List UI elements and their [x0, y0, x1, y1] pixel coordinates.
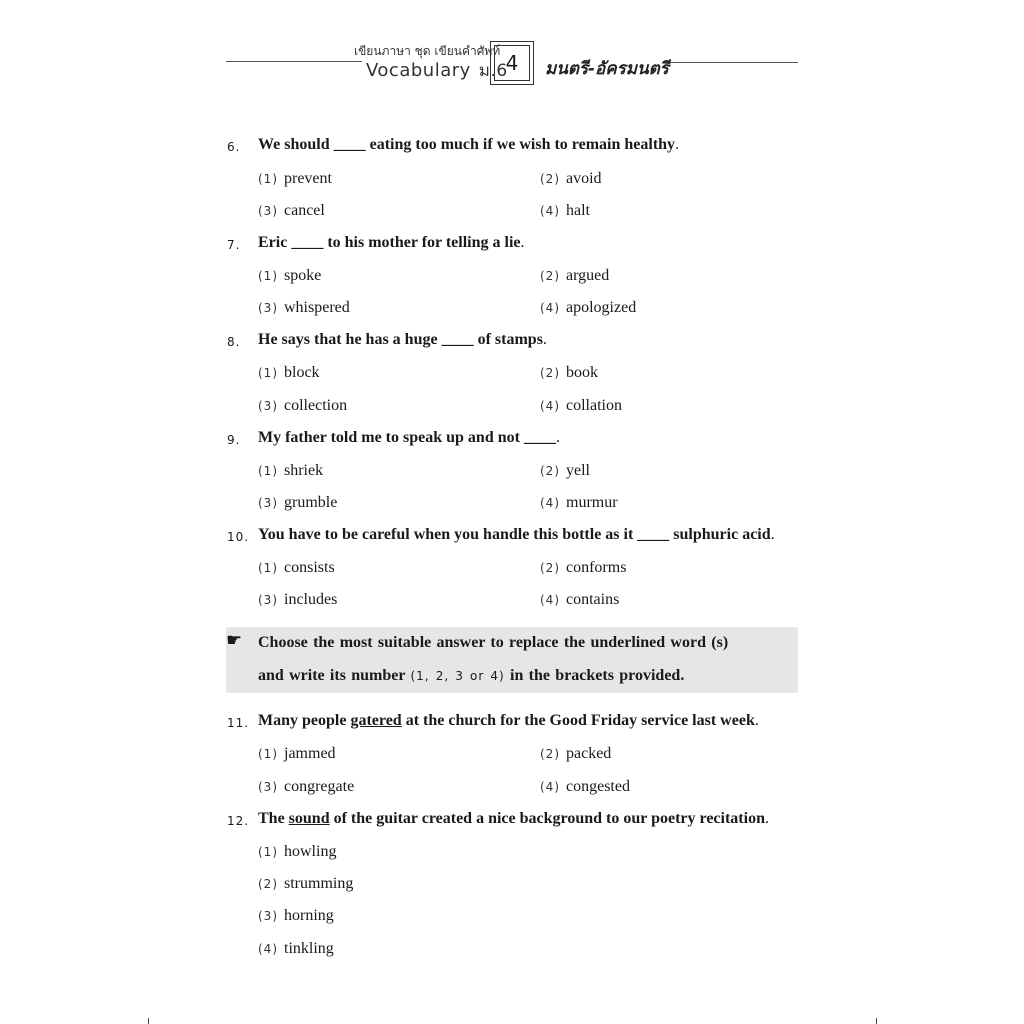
option[interactable] [258, 202, 325, 220]
option[interactable] [258, 745, 336, 763]
question-number: 12. [227, 814, 250, 828]
option-text: cancel [284, 202, 325, 219]
option-text: contains [566, 591, 620, 608]
option[interactable] [258, 559, 335, 577]
option-number: (4) [540, 399, 560, 413]
option[interactable] [258, 462, 323, 480]
option-number: (2) [540, 366, 560, 380]
option[interactable] [258, 875, 353, 893]
option-number: (3) [258, 301, 278, 315]
option[interactable] [258, 907, 334, 925]
question-end: . [754, 712, 759, 729]
option-text: argued [566, 267, 610, 284]
option-number: (2) [540, 269, 560, 283]
question-end: . [675, 136, 680, 153]
option-number: (2) [540, 464, 560, 478]
option-number: (4) [540, 496, 560, 510]
option[interactable] [258, 591, 337, 609]
question-text [258, 429, 560, 447]
option-number: (1) [258, 172, 278, 186]
underlined-word: sound [288, 810, 330, 827]
option[interactable] [258, 397, 347, 415]
header-rule-right [665, 62, 798, 63]
question-text [258, 712, 759, 730]
option-text: spoke [284, 267, 322, 284]
option-number: (1) [258, 464, 278, 478]
option-text: consists [284, 559, 335, 576]
header-author: มนตรี-อัครมนตรี [545, 59, 669, 79]
option-number: (4) [540, 204, 560, 218]
option-text: strumming [284, 875, 354, 892]
question-pre: The [258, 810, 289, 827]
option-number: (2) [540, 747, 560, 761]
option[interactable] [258, 940, 334, 958]
header-level: ม.6 [478, 61, 508, 81]
option-number: (4) [258, 942, 278, 956]
question-text [258, 810, 769, 828]
option[interactable] [540, 591, 619, 609]
option-number: (1) [258, 366, 278, 380]
page-number: 4 [494, 45, 530, 81]
option[interactable] [258, 267, 321, 285]
option-text: grumble [284, 494, 338, 511]
option-text: shriek [284, 462, 324, 479]
question-stem: Eric ____ to his mother for telling a lie [258, 234, 521, 251]
option[interactable] [258, 778, 354, 796]
question-stem: You have to be careful when you handle this bottle as it ____ sulphuric acid [258, 526, 771, 543]
option-text: avoid [566, 170, 602, 187]
option-text: includes [284, 591, 338, 608]
question-stem: My father told me to speak up and not ____ [258, 429, 556, 446]
question-number: 11. [227, 716, 250, 730]
option[interactable] [540, 364, 598, 382]
option-number: (3) [258, 593, 278, 607]
question-number: 6. [227, 140, 241, 154]
option-text: collection [284, 397, 348, 414]
option-text: apologized [566, 299, 637, 316]
instruction-line-2-post: in the brackets provided. [504, 667, 685, 684]
question-end: . [520, 234, 525, 251]
option-number: (1) [258, 845, 278, 859]
option[interactable] [540, 202, 590, 220]
option[interactable] [540, 745, 611, 763]
option-number: (4) [540, 301, 560, 315]
option-number: (3) [258, 496, 278, 510]
page-number-box [490, 41, 534, 85]
question-text [258, 331, 547, 349]
option-text: book [566, 364, 598, 381]
header-rule-left [226, 61, 362, 62]
crop-mark-right [876, 1018, 877, 1024]
question-text [258, 526, 775, 544]
option[interactable] [258, 843, 336, 861]
underlined-word: gatered [350, 712, 402, 729]
header-subject-text: Vocabulary [366, 60, 471, 81]
question-end: . [770, 526, 775, 543]
option-text: collation [566, 397, 622, 414]
option-text: block [284, 364, 320, 381]
question-number: 7. [227, 238, 241, 252]
option[interactable] [540, 778, 630, 796]
header-subject [366, 57, 508, 84]
option-text: conforms [566, 559, 627, 576]
option-number: (2) [540, 172, 560, 186]
option-text: prevent [284, 170, 332, 187]
question-number: 8. [227, 335, 241, 349]
question-number: 10. [227, 530, 250, 544]
crop-mark-left [148, 1018, 149, 1024]
question-end: . [555, 429, 560, 446]
option-number: (4) [540, 780, 560, 794]
question-stem: He says that he has a huge ____ of stamps [258, 331, 543, 348]
option-number: (3) [258, 204, 278, 218]
question-end: . [764, 810, 769, 827]
instruction-line-2-pre: and write its number [258, 667, 411, 684]
option-number: (2) [258, 877, 278, 891]
option[interactable] [258, 494, 337, 512]
option-number: (3) [258, 780, 278, 794]
option[interactable] [540, 397, 622, 415]
option[interactable] [540, 267, 609, 285]
option[interactable] [540, 170, 602, 188]
instruction-line-2 [258, 667, 684, 685]
option-number: (3) [258, 909, 278, 923]
option[interactable] [258, 299, 350, 317]
option-text: horning [284, 907, 334, 924]
option-number: (1) [258, 269, 278, 283]
question-end: . [542, 331, 547, 348]
question-text [258, 234, 524, 252]
option-number: (1) [258, 747, 278, 761]
question-pre: Many people [258, 712, 351, 729]
option-number: (3) [258, 399, 278, 413]
option-text: congested [566, 778, 630, 795]
option[interactable] [258, 364, 320, 382]
option-text: howling [284, 843, 337, 860]
question-post: of the guitar created a nice background to our poetry recitation [329, 810, 765, 827]
question-post: at the church for the Good Friday service last week [401, 712, 755, 729]
option[interactable] [540, 299, 636, 317]
option[interactable] [540, 462, 590, 480]
option-text: packed [566, 745, 612, 762]
option-number: (4) [540, 593, 560, 607]
instruction-numbers: (1, 2, 3 or 4) [410, 669, 505, 683]
option[interactable] [258, 170, 332, 188]
option[interactable] [540, 494, 618, 512]
option-text: congregate [284, 778, 355, 795]
question-number: 9. [227, 433, 241, 447]
option-text: whispered [284, 299, 350, 316]
instruction-line-1: Choose the most suitable answer to replace the underlined word (s) [258, 634, 729, 651]
option-number: (2) [540, 561, 560, 575]
pointing-hand-icon: ☛ [226, 630, 243, 651]
option-text: yell [566, 462, 590, 479]
option-text: murmur [566, 494, 618, 511]
option-text: tinkling [284, 940, 334, 957]
question-stem: We should ____ eating too much if we wish to remain healthy [258, 136, 676, 153]
question-text [258, 136, 679, 154]
option-text: halt [566, 202, 590, 219]
header-series-line: เขียนภาษา ชุด เขียนคำศัพท์ [354, 44, 501, 58]
option-text: jammed [284, 745, 336, 762]
option[interactable] [540, 559, 626, 577]
option-number: (1) [258, 561, 278, 575]
